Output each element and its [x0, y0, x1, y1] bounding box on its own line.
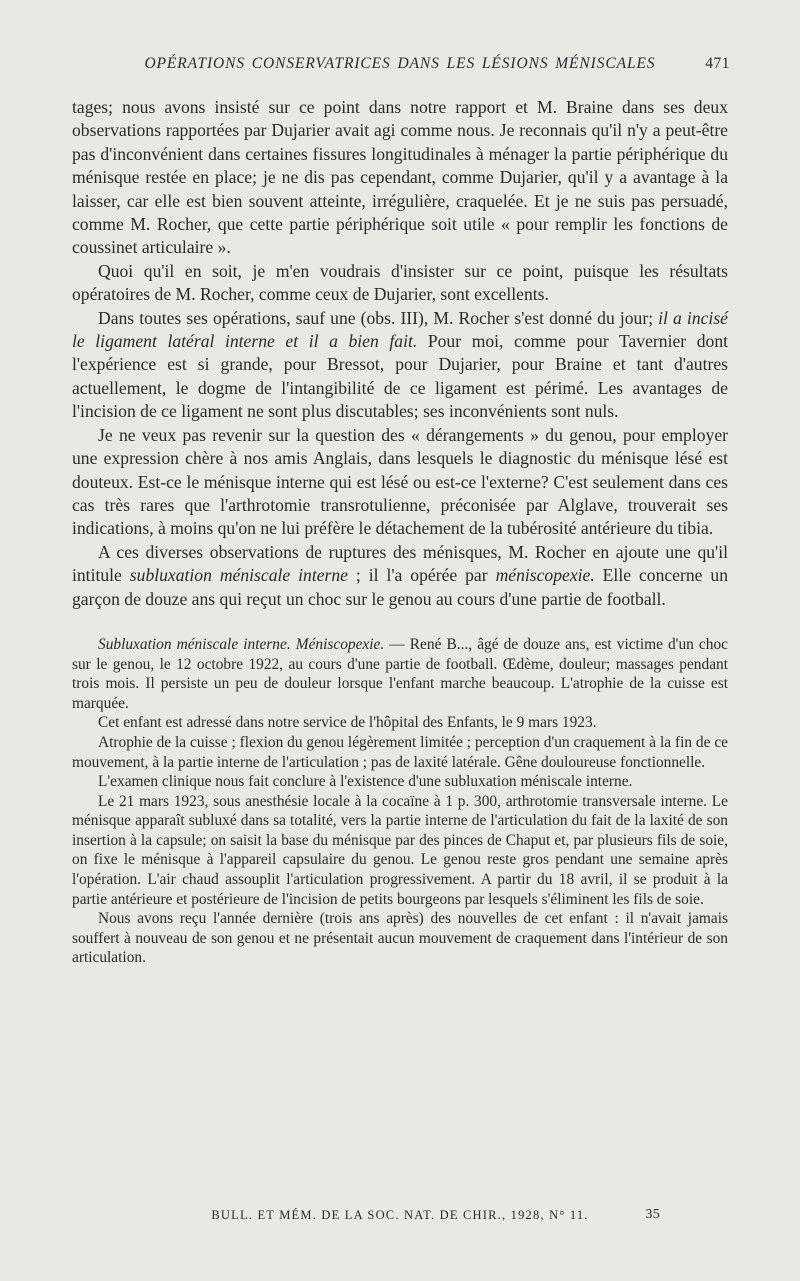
main-text [72, 96, 728, 611]
journal-citation: BULL. ET MÉM. DE LA SOC. NAT. DE CHIR., 1928, N° 11. [211, 1208, 589, 1222]
paragraph-5-emphasis-title: subluxation méniscale interne [129, 565, 348, 586]
sheet-number: 35 [645, 1207, 660, 1222]
paragraph-5-rest: Elle concerne un garçon de douze ans qui reçut un choc sur le genou au cours d'une partie de football. [72, 565, 728, 609]
case-paragraph-2: Cet enfant est adressé dans notre service de l'hôpital des Enfants, le 9 mars 1923. [98, 714, 597, 732]
case-paragraph-6: Nous avons reçu l'année dernière (trois ans après) des nouvelles de cet enfant : il n'avait jamais souffert à nouveau de son genou et ne présentait aucun mouvement de craquement dans l'intérieur de son articulation. [72, 910, 728, 967]
paragraph-5-emphasis-procedure: méniscopexie. [495, 565, 595, 586]
paragraph-3-rest: Pour moi, comme pour Tavernier dont l'expérience est si grande, pour Bressot, pour Dujarier, pour Braine et tant d'autres actuellement, le dogme de l'intangibilité de ce ligament est périmé. Les avantages de l'incision de ce ligament ne sont plus discutables; ses inconvénients sont nuls. [72, 331, 728, 422]
paragraph-5 [72, 541, 728, 611]
paragraph-5-mid: ; il l'a opérée par [347, 565, 496, 586]
running-header [72, 52, 728, 76]
page-number: 471 [705, 55, 730, 72]
case-intro: — René B..., âgé de douze ans, est victime d'un choc sur le genou, le 12 octobre 1922, au cours d'une partie de football. Œdème, douleur; massages pendant trois mois. Il persiste un peu de douleur lorsque l'enfant marche beaucoup. L'atrophie de la cuisse est marquée. [72, 635, 728, 712]
case-paragraph-5: Le 21 mars 1923, sous anesthésie locale à la cocaïne à 1 p. 300, arthrotomie transversale interne. Le ménisque apparaît subluxé dans sa totalité, vers la partie interne de l'articulation du fait de la laxité de son insertion à la capsule; on saisit la base du ménisque par des pinces de Chaput et, par plusieurs fils de soie, on fixe le ménisque à l'appareil capsulaire du genou. Le genou reste gros pendant une semaine après l'opération. L'air chaud assouplit l'articulation progressivement. A partir du 18 avril, il se produit à la partie antérieure et postérieure de l'incision de petits bourgeons par lesquels s'éliminent les fils de soie. [72, 792, 728, 908]
case-report [72, 635, 728, 968]
paragraph-3-emphasis: il a incisé le ligament latéral interne et il a bien fait. [72, 307, 728, 352]
case-paragraph-1 [72, 635, 728, 713]
case-title: Subluxation méniscale interne. Méniscopexie. [98, 635, 385, 653]
running-title: OPÉRATIONS CONSERVATRICES DANS LES LÉSIONS MÉNISCALES [144, 55, 656, 72]
paragraph-3-lead: Dans toutes ses opérations, sauf une (obs. III), M. Rocher s'est donné du jour; [98, 307, 659, 328]
case-paragraph-3: Atrophie de la cuisse ; flexion du genou légèrement limitée ; perception d'un craquement à la fin de ce mouvement, à la partie interne de l'articulation ; pas de laxité latérale. Gêne douloureuse fonctionnelle. [72, 733, 728, 771]
paragraph-1: tages; nous avons insisté sur ce point dans notre rapport et M. Braine dans ses deux observations rapportées par Dujarier avait agi comme nous. Je reconnais qu'il n'y a peut-être pas d'inconvénient dans certaines fissures longitudinales à ménager la partie périphérique du ménisque restée en place; je ne dis pas cependant, comme Dujarier, qu'il y a avantage à la laisser, car elle est bien souvent atteinte, irrégulière, craquelée. Et je ne suis pas persuadé, comme M. Rocher, que cette partie périphérique soit utile « pour remplir les fonctions de coussinet articulaire ». [72, 97, 728, 258]
paragraph-4: Je ne veux pas revenir sur la question des « dérangements » du genou, pour employer une expression chère à nos amis Anglais, dans lesquels le diagnostic du ménisque lésé est douteux. Est-ce le ménisque interne qui est lésé ou est-ce l'externe? C'est seulement dans ces cas très rares que l'arthrotomie transrotulienne, préconisée par Alglave, trouverait ses indications, à moins qu'on ne lui préfère le détachement de la tubérosité antérieure du tibia. [72, 424, 728, 539]
paragraph-2: Quoi qu'il en soit, je m'en voudrais d'insister sur ce point, puisque les résultats opératoires de M. Rocher, comme ceux de Dujarier, sont excellents. [72, 260, 728, 305]
paragraph-5-lead: A ces diverses observations de ruptures des ménisques, M. Rocher en ajoute une qu'il intitule [72, 541, 728, 586]
page-footer [0, 1208, 800, 1223]
case-paragraph-4: L'examen clinique nous fait conclure à l'existence d'une subluxation méniscale interne. [98, 773, 633, 791]
paragraph-3 [72, 307, 728, 424]
